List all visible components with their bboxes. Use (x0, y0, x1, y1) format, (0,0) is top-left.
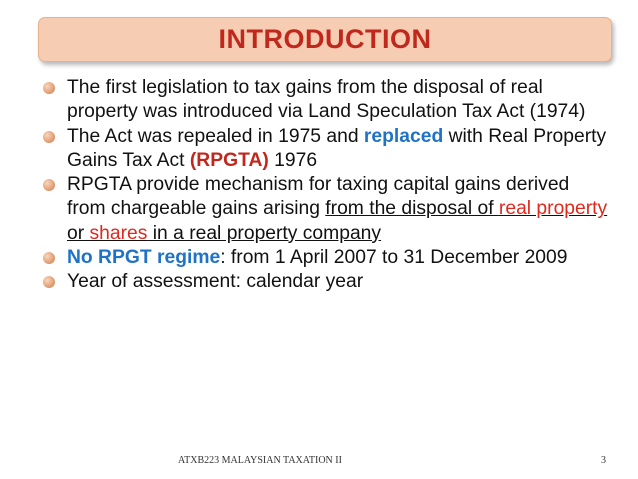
no-rpgt-label: No RPGT regime (67, 247, 221, 269)
bullet-item (40, 270, 612, 294)
page-number: 3 (601, 455, 606, 466)
bullet-item (40, 246, 612, 270)
bullet-item (40, 173, 612, 246)
bullet-text-part: with Real Property Gains Tax Act (67, 125, 607, 171)
footer-course: ATXB223 MALAYSIAN TAXATION II (178, 455, 342, 466)
replaced-highlight: replaced (363, 125, 444, 147)
bullet-item (40, 76, 612, 125)
bullet-item (40, 125, 612, 174)
bullet-dot-icon (43, 252, 55, 264)
underlined-text: or (67, 222, 90, 244)
shares-highlight: shares (89, 222, 148, 244)
bullet-text-part: RPGTA provide mechanism for taxing capital gains derived from chargeable gains arising (67, 174, 570, 220)
bullet-list (40, 76, 612, 295)
bullet-dot-icon (43, 82, 55, 94)
bullet-text: Year of assessment: calendar year (67, 271, 364, 293)
bullet-text-part: : from 1 April 2007 to 31 December 2009 (220, 247, 568, 269)
underlined-text: in a real property company (147, 222, 382, 244)
title-bar (38, 17, 612, 62)
underlined-text: from the disposal of (325, 198, 499, 220)
bullet-text: The first legislation to tax gains from the disposal of real property was introduced via Land Speculation Tax Act (1974) (67, 77, 586, 123)
bullet-text-part: The Act was repealed in 1975 and (67, 125, 364, 147)
bullet-dot-icon (43, 179, 55, 191)
real-property-highlight: real property (498, 198, 608, 220)
bullet-dot-icon (43, 276, 55, 288)
bullet-text-part: 1976 (268, 149, 318, 171)
slide-title: INTRODUCTION (218, 24, 432, 54)
rpgta-highlight: (RPGTA) (189, 149, 269, 171)
bullet-dot-icon (43, 131, 55, 143)
